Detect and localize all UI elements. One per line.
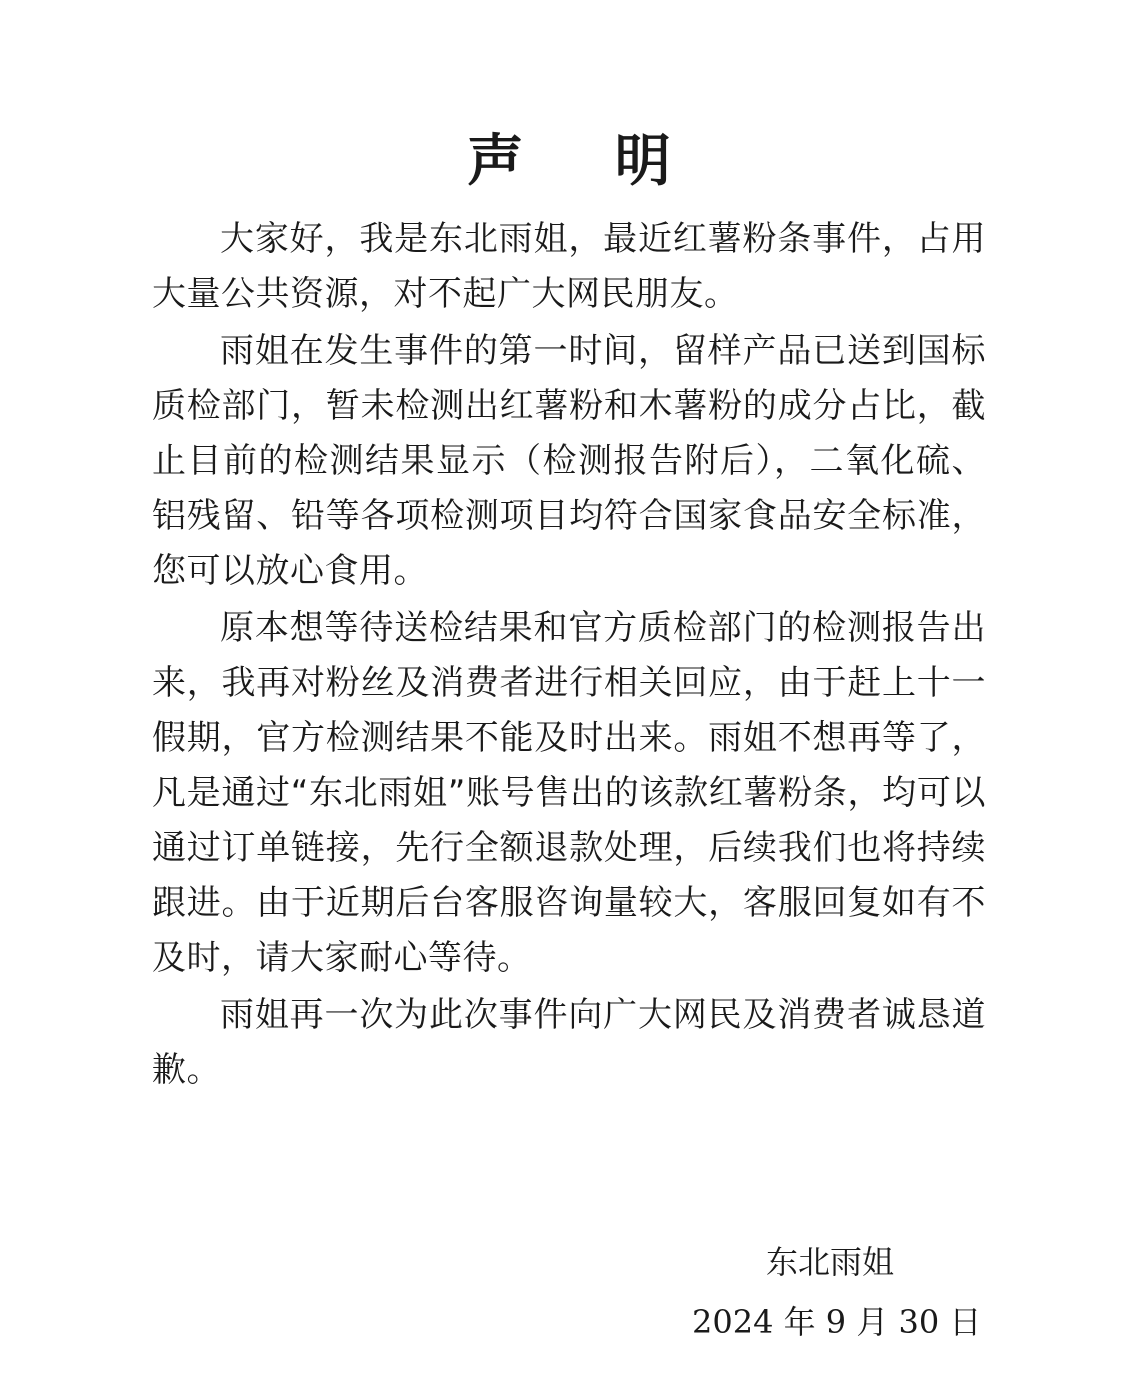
paragraph-refund: 原本想等待送检结果和官方质检部门的检测报告出来，我再对粉丝及消费者进行相关回应，由于赶上十一假期，官方检测结果不能及时出来。雨姐不想再等了，凡是通过“东北雨姐”账号售出的该款红薯粉条，均可以通过订单链接，先行全额退款处理，后续我们也将持续跟进。由于近期后台客服咨询量较大，客服回复如有不及时，请大家耐心等待。: [152, 608, 986, 978]
signature: 东北雨姐: [766, 1243, 895, 1281]
signature-date: 2024 年 9 月 30 日: [692, 1303, 982, 1341]
paragraph-closing-apology: 雨姐再一次为此次事件向广大网民及消费者诚恳道歉。: [152, 995, 986, 1090]
document-body: [152, 212, 986, 1100]
document-title: 声 明: [467, 129, 707, 194]
paragraph-test-results: 雨姐在发生事件的第一时间，留样产品已送到国标质检部门，暂未检测出红薯粉和木薯粉的成分占比，截止目前的检测结果显示（检测报告附后），二氧化硫、铝残留、铅等各项检测项目均符合国家食品安全标准，您可以放心食用。: [152, 331, 986, 591]
paragraph-apology-intro: 大家好，我是东北雨姐，最近红薯粉条事件，占用大量公共资源，对不起广大网民朋友。: [152, 219, 986, 314]
